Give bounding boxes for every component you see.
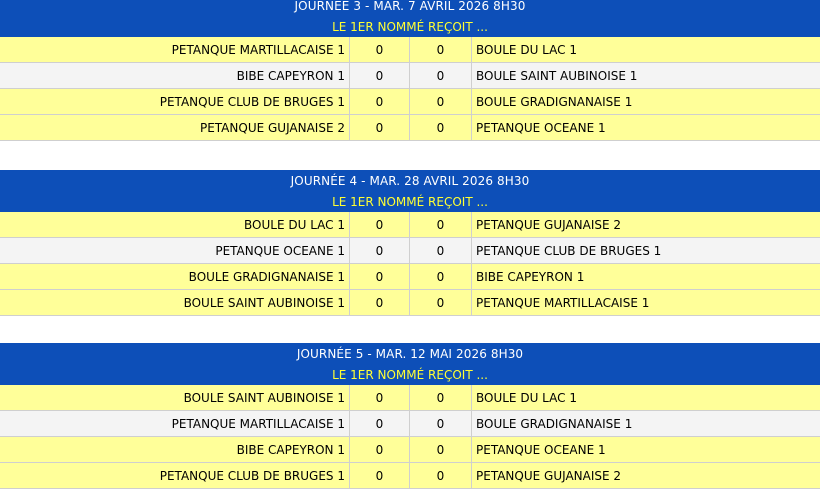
away-score: 0: [410, 238, 472, 263]
away-score: 0: [410, 437, 472, 462]
match-row: [0, 411, 820, 437]
away-team: BOULE DU LAC 1: [476, 43, 577, 57]
home-score: 0: [350, 264, 410, 289]
round-block: [0, 343, 820, 489]
away-score: 0: [410, 63, 472, 88]
home-team: BOULE SAINT AUBINOISE 1: [0, 290, 350, 315]
match-row: [0, 212, 820, 238]
round-title: JOURNÉE 3 - MAR. 7 AVRIL 2026 8H30: [0, 0, 820, 17]
home-score: 0: [350, 63, 410, 88]
home-score: 0: [350, 115, 410, 140]
away-team: PETANQUE MARTILLACAISE 1: [476, 296, 650, 310]
round-title: JOURNÉE 4 - MAR. 28 AVRIL 2026 8H30: [0, 170, 820, 192]
home-team: PETANQUE OCEANE 1: [0, 238, 350, 263]
match-row: [0, 264, 820, 290]
away-score: 0: [410, 290, 472, 315]
away-team: PETANQUE OCEANE 1: [476, 121, 606, 135]
match-row: [0, 89, 820, 115]
home-team: BOULE GRADIGNANAISE 1: [0, 264, 350, 289]
home-score: 0: [350, 411, 410, 436]
away-team: BOULE DU LAC 1: [476, 391, 577, 405]
away-score: 0: [410, 264, 472, 289]
away-score: 0: [410, 115, 472, 140]
home-score: 0: [350, 212, 410, 237]
away-team: PETANQUE GUJANAISE 2: [476, 469, 622, 483]
home-score: 0: [350, 437, 410, 462]
away-team: BOULE GRADIGNANAISE 1: [476, 417, 633, 431]
away-team: PETANQUE CLUB DE BRUGES 1: [476, 244, 662, 258]
home-team: BOULE DU LAC 1: [0, 212, 350, 237]
home-team: BIBE CAPEYRON 1: [0, 437, 350, 462]
home-team: PETANQUE CLUB DE BRUGES 1: [0, 89, 350, 114]
match-row: [0, 463, 820, 489]
home-team: PETANQUE MARTILLACAISE 1: [0, 37, 350, 62]
away-score: 0: [410, 411, 472, 436]
match-row: [0, 385, 820, 411]
away-score: 0: [410, 89, 472, 114]
match-row: [0, 63, 820, 89]
match-row: [0, 115, 820, 141]
home-team: PETANQUE GUJANAISE 2: [0, 115, 350, 140]
round-subtitle: LE 1ER NOMMÉ REÇOIT ...: [0, 17, 820, 37]
match-row: [0, 290, 820, 316]
home-team: BIBE CAPEYRON 1: [0, 63, 350, 88]
away-score: 0: [410, 212, 472, 237]
round-subtitle: LE 1ER NOMMÉ REÇOIT ...: [0, 365, 820, 385]
away-score: 0: [410, 37, 472, 62]
home-team: PETANQUE CLUB DE BRUGES 1: [0, 463, 350, 488]
away-team: PETANQUE OCEANE 1: [476, 443, 606, 457]
away-team: BIBE CAPEYRON 1: [476, 270, 585, 284]
round-subtitle: LE 1ER NOMMÉ REÇOIT ...: [0, 192, 820, 212]
match-row: [0, 37, 820, 63]
away-team: PETANQUE GUJANAISE 2: [476, 218, 622, 232]
away-score: 0: [410, 385, 472, 410]
home-score: 0: [350, 89, 410, 114]
home-team: BOULE SAINT AUBINOISE 1: [0, 385, 350, 410]
round-title: JOURNÉE 5 - MAR. 12 MAI 2026 8H30: [0, 343, 820, 365]
away-score: 0: [410, 463, 472, 488]
home-score: 0: [350, 385, 410, 410]
round-block: [0, 0, 820, 141]
home-score: 0: [350, 463, 410, 488]
home-score: 0: [350, 290, 410, 315]
match-row: [0, 437, 820, 463]
away-team: BOULE SAINT AUBINOISE 1: [476, 69, 638, 83]
away-team: BOULE GRADIGNANAISE 1: [476, 95, 633, 109]
round-block: [0, 170, 820, 316]
match-row: [0, 238, 820, 264]
home-score: 0: [350, 37, 410, 62]
home-score: 0: [350, 238, 410, 263]
home-team: PETANQUE MARTILLACAISE 1: [0, 411, 350, 436]
